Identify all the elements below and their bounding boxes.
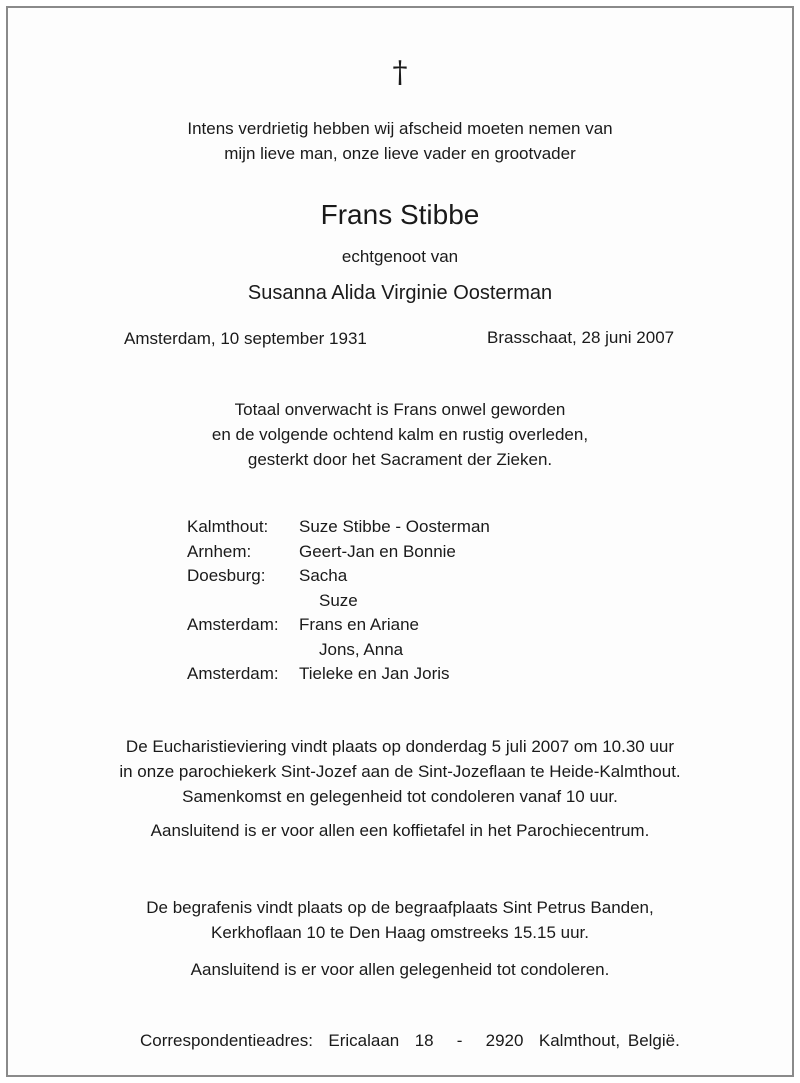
family-row xyxy=(187,515,490,540)
family-place xyxy=(187,589,299,614)
family-names: Suze Stibbe - Oosterman xyxy=(299,517,490,536)
burial-line: Kerkhoflaan 10 te Den Haag omstreeks 15.15 uur. xyxy=(210,923,589,942)
service-line: De Eucharistieviering vindt plaats op donderdag 5 juli 2007 om 10.30 uur xyxy=(125,737,675,756)
message-line: gesterkt door het Sacrament der Zieken. xyxy=(247,450,553,469)
family-names: Frans en Ariane xyxy=(299,615,420,634)
family-row xyxy=(187,540,490,565)
intro-line: mijn lieve man, onze lieve vader en grootvader xyxy=(224,144,576,163)
condolence-info: Aansluitend is er voor allen gelegenheid tot condoleren. xyxy=(190,960,610,979)
reception-info: Aansluitend is er voor allen een koffietafel in het Parochiecentrum. xyxy=(150,821,650,840)
service-line: Samenkomst en gelegenheid tot condoleren vanaf 10 uur. xyxy=(182,787,618,806)
family-place: Amsterdam: xyxy=(187,615,279,634)
message-line: en de volgende ochtend kalm en rustig overleden, xyxy=(211,425,589,444)
family-row xyxy=(187,564,490,589)
family-place: Doesburg: xyxy=(187,566,266,585)
birth-place-date: Amsterdam, 10 september 1931 xyxy=(124,329,367,348)
family-names: Tieleke en Jan Joris xyxy=(299,664,450,683)
message-line: Totaal onverwacht is Frans onwel geworden xyxy=(234,400,566,419)
passing-message xyxy=(0,397,800,472)
burial-info xyxy=(0,895,800,945)
family-row xyxy=(187,613,490,638)
spouse-name: Susanna Alida Virginie Oosterman xyxy=(247,282,553,304)
family-list xyxy=(187,515,490,687)
family-names: Sacha xyxy=(299,566,348,585)
family-names: Suze xyxy=(319,590,358,610)
burial-line: De begrafenis vindt plaats op de begraafplaats Sint Petrus Banden, xyxy=(146,898,654,917)
correspondence-address: Correspondentieadres: Ericalaan 18 - 2920 Kalmthout, België. xyxy=(140,1031,680,1050)
service-info xyxy=(0,734,800,809)
family-names: Geert-Jan en Bonnie xyxy=(299,541,456,561)
intro-line: Intens verdrietig hebben wij afscheid moeten nemen van xyxy=(187,119,613,138)
family-names: Jons, Anna xyxy=(319,639,404,659)
family-row xyxy=(187,662,490,687)
spouse-label: echtgenoot van xyxy=(341,247,459,266)
family-place xyxy=(187,638,299,663)
family-place: Arnhem: xyxy=(187,541,252,561)
intro-text xyxy=(0,116,800,166)
service-line: in onze parochiekerk Sint-Jozef aan de Sint-Jozeflaan te Heide-Kalmthout. xyxy=(119,762,681,781)
family-row xyxy=(187,638,490,663)
family-row xyxy=(187,589,490,614)
cross-icon: † xyxy=(392,55,408,90)
family-place: Kalmthout: xyxy=(187,517,269,536)
death-place-date: Brasschaat, 28 juni 2007 xyxy=(487,328,675,347)
family-place: Amsterdam: xyxy=(187,664,279,683)
deceased-name: Frans Stibbe xyxy=(320,199,480,230)
